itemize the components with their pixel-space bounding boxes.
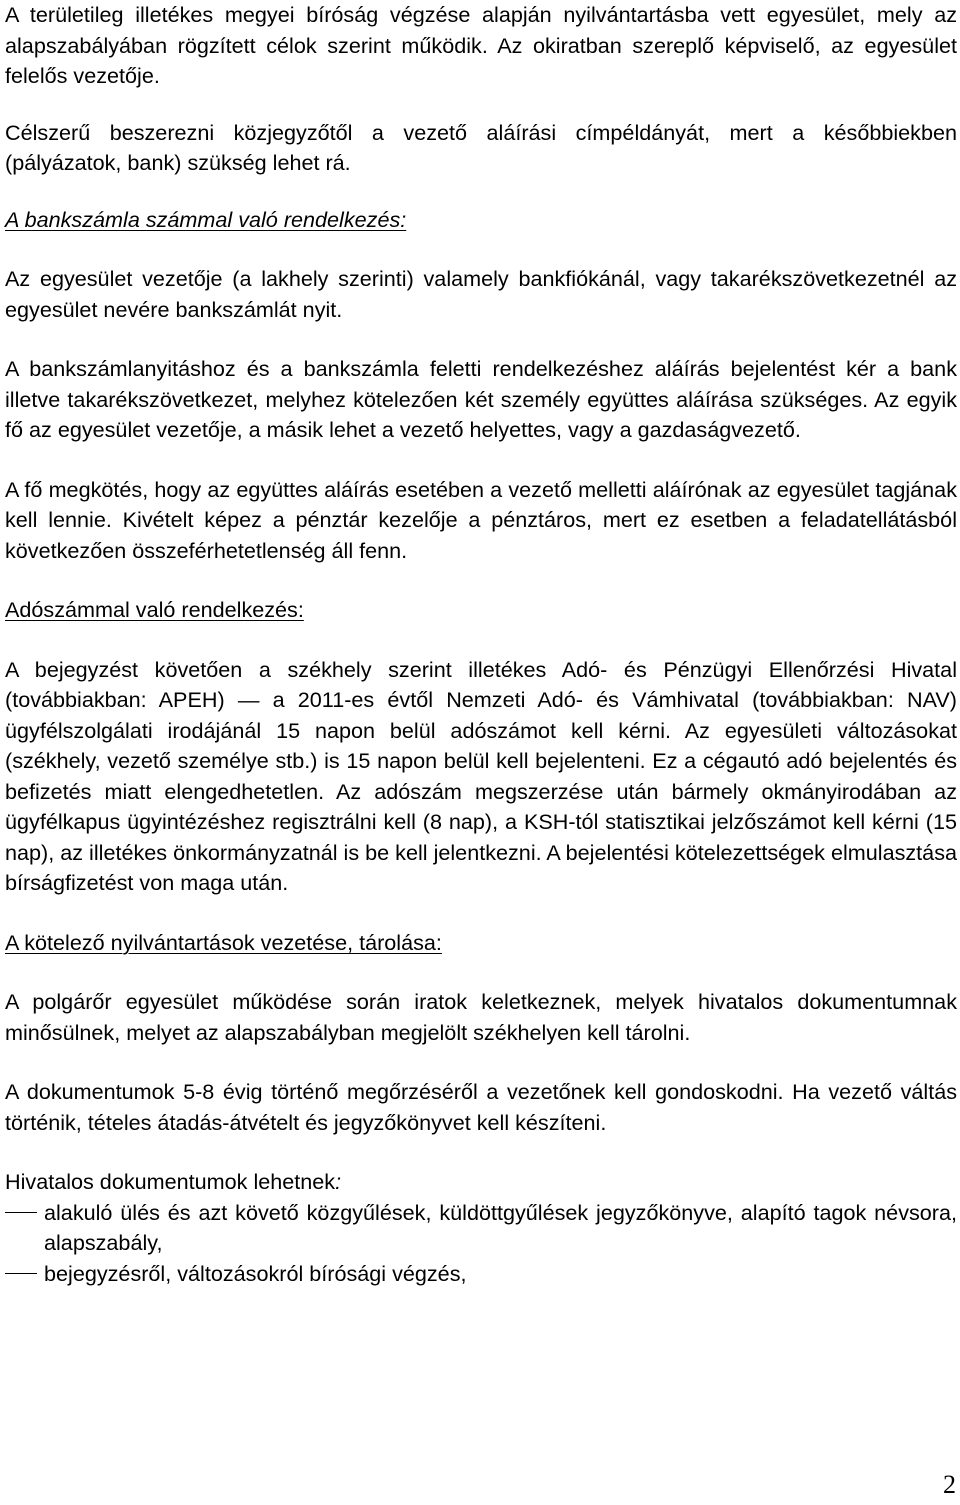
- heading-mandatory-records: A kötelező nyilvántartások vezetése, tárolása:: [5, 929, 442, 955]
- paragraph-bank-account-opening: Az egyesület vezetője (a lakhely szerinti) valamely bankfiókánál, vagy takarékszövetkezetnél az egyesület nevére bankszámlát nyit.: [5, 266, 957, 322]
- official-documents-list: [5, 1198, 957, 1290]
- list-intro-text: Hivatalos dokumentumok lehetnek: [5, 1169, 336, 1194]
- paragraph-signature-specimen: Célszerű beszerezni közjegyzőtől a vezető aláírási címpéldányát, mert a későbbiekben (pályázatok, bank) szükség lehet rá.: [5, 119, 957, 175]
- paragraph-signature-registration: A bankszámlanyitáshoz és a bankszámla feletti rendelkezéshez aláírás bejelentést kér a bank illetve takarékszövetkezet, melyhez kötelezően két személy együttes aláírása szükséges. Az egyik fő az egyesület vezetője, a másik lehet a vezető helyettes, vagy a gazdaságvezető.: [5, 356, 957, 442]
- paragraph-document-retention: A dokumentumok 5-8 évig történő megőrzéséről a vezetőnek kell gondoskodni. Ha vezető váltás történik, tételes átadás-átvételt és jegyzőkönyvet kell készíteni.: [5, 1079, 957, 1135]
- dash-bullet-icon: [5, 1212, 37, 1213]
- dash-bullet-icon: [5, 1273, 37, 1274]
- list-intro-colon: :: [335, 1169, 342, 1194]
- page-number: 2: [943, 1470, 956, 1499]
- list-item: [5, 1198, 957, 1259]
- list-item-text: bejegyzésről, változásokról bírósági végzés,: [44, 1260, 467, 1286]
- paragraph-tax-registration: A bejegyzést követően a székhely szerint illetékes Adó- és Pénzügyi Ellenőrzési Hivatal (továbbiakban: APEH) — a 2011-es évtől Nemzeti Adó- és Vámhivatal (továbbiakban: NAV) ügyfélszolgálati irodájánál 15 napon belül adószámot kell kérni. Az egyesületi változásokat (székhely, vezető személye stb.) is 15 napon belül kell bejelenteni. Ez a cégautó adó bejelentés és befizetés miatt elengedhetetlen. Az adószám megszerzése után bármely okmányirodában az ügyfélkapus ügyintézéshez regisztrálni kell (8 nap), a KSH-tól statisztikai jelzőszámot kell kérni (15 nap), az illetékes önkormányzatnál is be kell jelentkezni. A bejelentési kötelezettségek elmulasztása bírságfizetést von maga után.: [5, 656, 957, 895]
- heading-bank-account: A bankszámla számmal való rendelkezés:: [5, 206, 407, 232]
- document-page: [5, 0, 957, 1289]
- heading-tax-number: Adószámmal való rendelkezés:: [5, 597, 304, 622]
- paragraph-official-documents: A polgárőr egyesület működése során iratok keletkeznek, melyek hivatalos dokumentumnak minősülnek, melyet az alapszabályban megjelölt székhelyen kell tárolni.: [5, 989, 957, 1045]
- list-item-text: alakuló ülés és azt követő közgyűlések, küldöttgyűlések jegyzőkönyve, alapító tagok névsora, alapszabály,: [44, 1199, 957, 1255]
- paragraph-cosigner-rule: A fő megkötés, hogy az együttes aláírás esetében a vezető melletti aláírónak az egyesület tagjának kell lennie. Kivételt képez a pénztár kezelője a pénztáros, mert ez esetben a feladatellátásból következően összeférhetetlenség áll fenn.: [5, 476, 957, 563]
- list-item: [5, 1259, 957, 1290]
- paragraph-registration: A területileg illetékes megyei bíróság végzése alapján nyilvántartásba vett egyesület, mely az alapszabályában rögzített célok szerint működik. Az okiratban szereplő képviselő, az egyesület felelős vezetője.: [5, 2, 957, 88]
- list-intro: [5, 1167, 957, 1198]
